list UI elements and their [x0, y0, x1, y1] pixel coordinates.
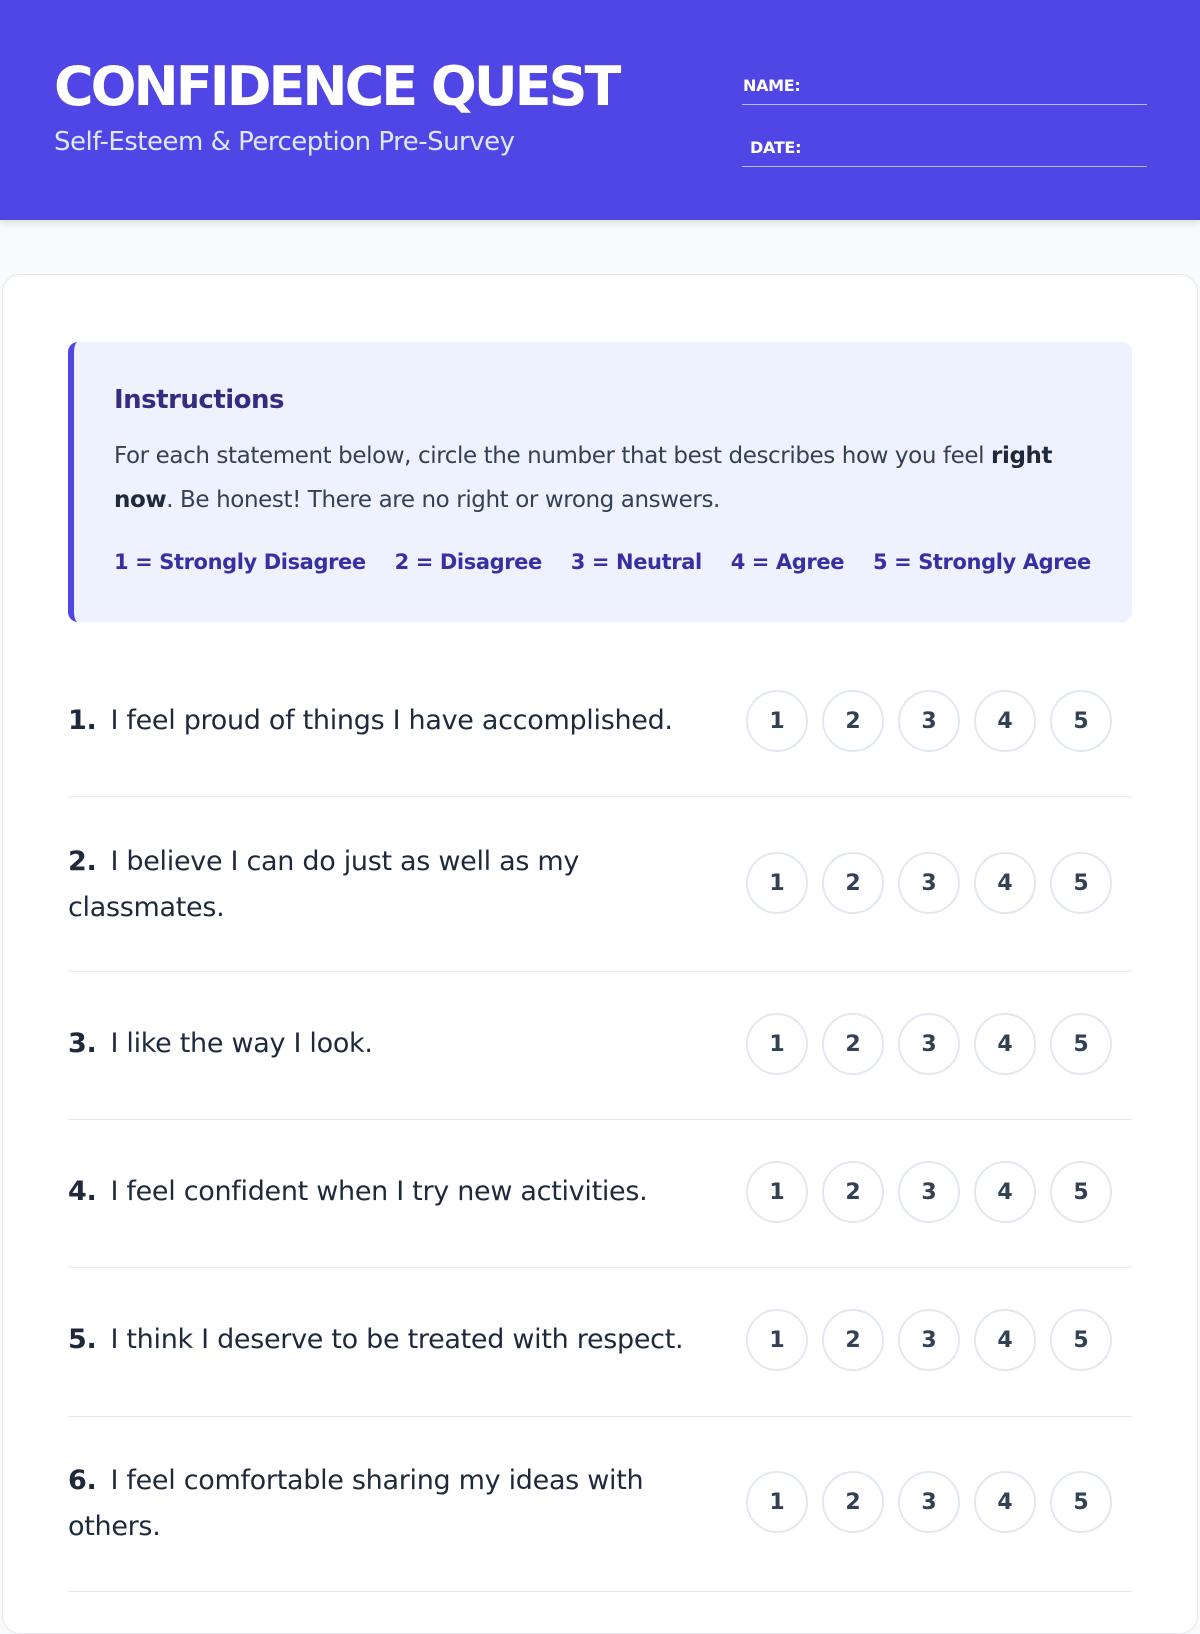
rating-option-2[interactable]: 2 [822, 1471, 884, 1533]
rating-option-4[interactable]: 4 [974, 1309, 1036, 1371]
rating-option-4[interactable]: 4 [974, 1161, 1036, 1223]
date-field[interactable] [742, 136, 1147, 167]
question-text [68, 1317, 708, 1363]
question-number: 6. [68, 1465, 97, 1496]
rating-option-1[interactable]: 1 [746, 1161, 808, 1223]
instructions-text-bold: right now [114, 443, 1053, 513]
rating-option-3[interactable]: 3 [898, 1013, 960, 1075]
divider [68, 1267, 1132, 1268]
rating-option-5[interactable]: 5 [1050, 852, 1112, 914]
survey-header [0, 0, 1200, 220]
rating-option-3[interactable]: 3 [898, 1309, 960, 1371]
rating-option-3[interactable]: 3 [898, 690, 960, 752]
scale-item-3: 3 = Neutral [570, 550, 702, 574]
rating-option-4[interactable]: 4 [974, 690, 1036, 752]
rating-option-2[interactable]: 2 [822, 852, 884, 914]
rating-option-5[interactable]: 5 [1050, 1013, 1112, 1075]
rating-option-1[interactable]: 1 [746, 690, 808, 752]
divider [68, 971, 1132, 972]
rating-option-5[interactable]: 5 [1050, 1471, 1112, 1533]
date-label: DATE: [750, 138, 802, 157]
divider [68, 1119, 1132, 1120]
rating-option-5[interactable]: 5 [1050, 690, 1112, 752]
rating-option-1[interactable]: 1 [746, 1013, 808, 1075]
rating-option-4[interactable]: 4 [974, 852, 1036, 914]
rating-option-1[interactable]: 1 [746, 852, 808, 914]
rating-options [746, 690, 1112, 752]
question-statement: I feel proud of things I have accomplished. [110, 705, 673, 736]
name-field[interactable] [742, 74, 1147, 105]
instructions-text [114, 434, 1074, 522]
question-text [68, 1169, 708, 1215]
rating-option-3[interactable]: 3 [898, 1161, 960, 1223]
instructions-text-before: For each statement below, circle the number that best describes how you feel [114, 443, 992, 469]
rating-option-3[interactable]: 3 [898, 852, 960, 914]
rating-options [746, 1309, 1112, 1371]
question-text [68, 698, 708, 744]
question-statement: I feel comfortable sharing my ideas with others. [68, 1465, 644, 1542]
rating-option-2[interactable]: 2 [822, 1309, 884, 1371]
question-statement: I feel confident when I try new activities. [110, 1176, 648, 1207]
instructions-box [68, 342, 1132, 622]
question-number: 3. [68, 1028, 97, 1059]
scale-item-4: 4 = Agree [730, 550, 845, 574]
rating-option-4[interactable]: 4 [974, 1471, 1036, 1533]
question-statement: I believe I can do just as well as my classmates. [68, 846, 580, 923]
rating-options [746, 1161, 1112, 1223]
rating-option-1[interactable]: 1 [746, 1471, 808, 1533]
question-number: 2. [68, 846, 97, 877]
rating-option-2[interactable]: 2 [822, 690, 884, 752]
rating-option-2[interactable]: 2 [822, 1013, 884, 1075]
instructions-text-after: . Be honest! There are no right or wrong answers. [166, 487, 720, 513]
name-label: NAME: [743, 76, 801, 95]
divider [68, 796, 1132, 797]
scale-item-5: 5 = Strongly Agree [872, 550, 1091, 574]
rating-option-5[interactable]: 5 [1050, 1309, 1112, 1371]
question-number: 5. [68, 1324, 97, 1355]
rating-option-2[interactable]: 2 [822, 1161, 884, 1223]
rating-option-4[interactable]: 4 [974, 1013, 1036, 1075]
question-number: 1. [68, 705, 97, 736]
question-text [68, 1021, 708, 1067]
question-number: 4. [68, 1176, 97, 1207]
question-statement: I think I deserve to be treated with respect. [110, 1324, 684, 1355]
page-subtitle: Self-Esteem & Perception Pre-Survey [54, 127, 515, 157]
scale-legend [114, 547, 1113, 577]
instructions-title: Instructions [114, 385, 285, 415]
rating-options [746, 1471, 1112, 1533]
divider [68, 1591, 1132, 1592]
question-text [68, 1458, 708, 1550]
rating-options [746, 1013, 1112, 1075]
page-title: CONFIDENCE QUEST [54, 55, 619, 118]
scale-item-1: 1 = Strongly Disagree [114, 550, 366, 574]
divider [68, 1416, 1132, 1417]
rating-options [746, 852, 1112, 914]
rating-option-5[interactable]: 5 [1050, 1161, 1112, 1223]
rating-option-1[interactable]: 1 [746, 1309, 808, 1371]
rating-option-3[interactable]: 3 [898, 1471, 960, 1533]
question-text [68, 839, 708, 931]
scale-item-2: 2 = Disagree [394, 550, 542, 574]
question-statement: I like the way I look. [110, 1028, 373, 1059]
